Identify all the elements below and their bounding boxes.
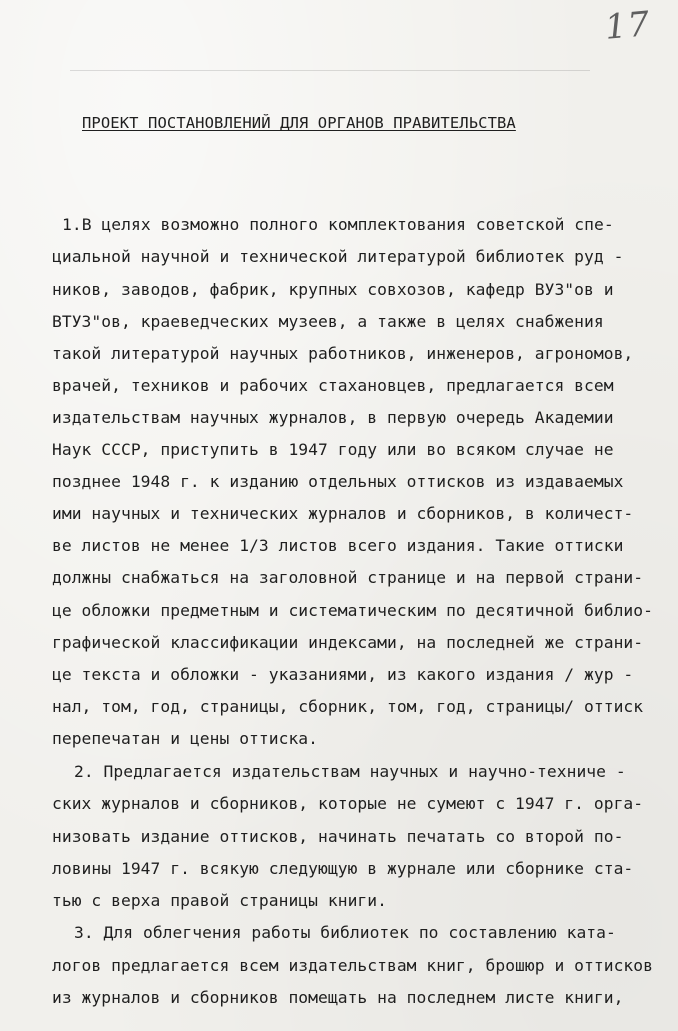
page-number: 17	[603, 4, 652, 48]
text-line: графической классификации индексами, на последней же страни-	[52, 633, 644, 652]
text-line: тью с верха правой страницы книги.	[52, 891, 387, 910]
text-line: нал, том, год, страницы, сборник, том, год, страницы/ оттиск	[52, 697, 644, 716]
text-line: це текста и обложки - указаниями, из какого издания / жур -	[52, 665, 634, 684]
text-line: ими научных и технических журналов и сборников, в количест-	[52, 504, 634, 523]
text-line: перепечатан и цены оттиска.	[52, 729, 319, 748]
text-line: издательствам научных журналов, в первую очередь Академии	[52, 408, 614, 427]
text-line: ников, заводов, фабрик, крупных совхозов, кафедр ВУЗ"ов и	[52, 280, 614, 299]
text-line: позднее 1948 г. к изданию отдельных оттисков из издаваемых	[52, 472, 624, 491]
text-line: ловины 1947 г. всякую следующую в журнале или сборнике ста-	[52, 859, 634, 878]
top-rule	[70, 70, 590, 71]
text-line: Наук СССР, приступить в 1947 году или во всяком случае не	[52, 440, 614, 459]
text-line: должны снабжаться на заголовной странице и на первой страни-	[52, 568, 644, 587]
text-line: 1.В целях возможно полного комплектования советской спе-	[62, 215, 614, 234]
text-line: ВТУЗ"ов, краеведческих музеев, а также в целях снабжения	[52, 312, 604, 331]
text-line: врачей, техников и рабочих стахановцев, предлагается всем	[52, 376, 614, 395]
text-line: 3. Для облегчения работы библиотек по составлению ката-	[74, 923, 616, 942]
text-line: це обложки предметным и систематическим по десятичной библио-	[52, 601, 653, 620]
text-line: низовать издание оттисков, начинать печатать со второй по-	[52, 827, 624, 846]
document-title: ПРОЕКТ ПОСТАНОВЛЕНИЙ ДЛЯ ОРГАНОВ ПРАВИТЕЛЬСТВА	[82, 114, 516, 132]
text-line: логов предлагается всем издательствам книг, брошюр и оттисков	[52, 956, 653, 975]
text-line: ских журналов и сборников, которые не сумеют с 1947 г. орга-	[52, 794, 644, 813]
text-line: 2. Предлагается издательствам научных и научно-техниче -	[74, 762, 626, 781]
text-line: циальной научной и технической литературой библиотек руд -	[52, 247, 624, 266]
text-line: ве листов не менее 1/3 листов всего издания. Такие оттиски	[52, 536, 624, 555]
text-line: из журналов и сборников помещать на последнем листе книги,	[52, 988, 624, 1007]
text-line: такой литературой научных работников, инженеров, агрономов,	[52, 344, 634, 363]
